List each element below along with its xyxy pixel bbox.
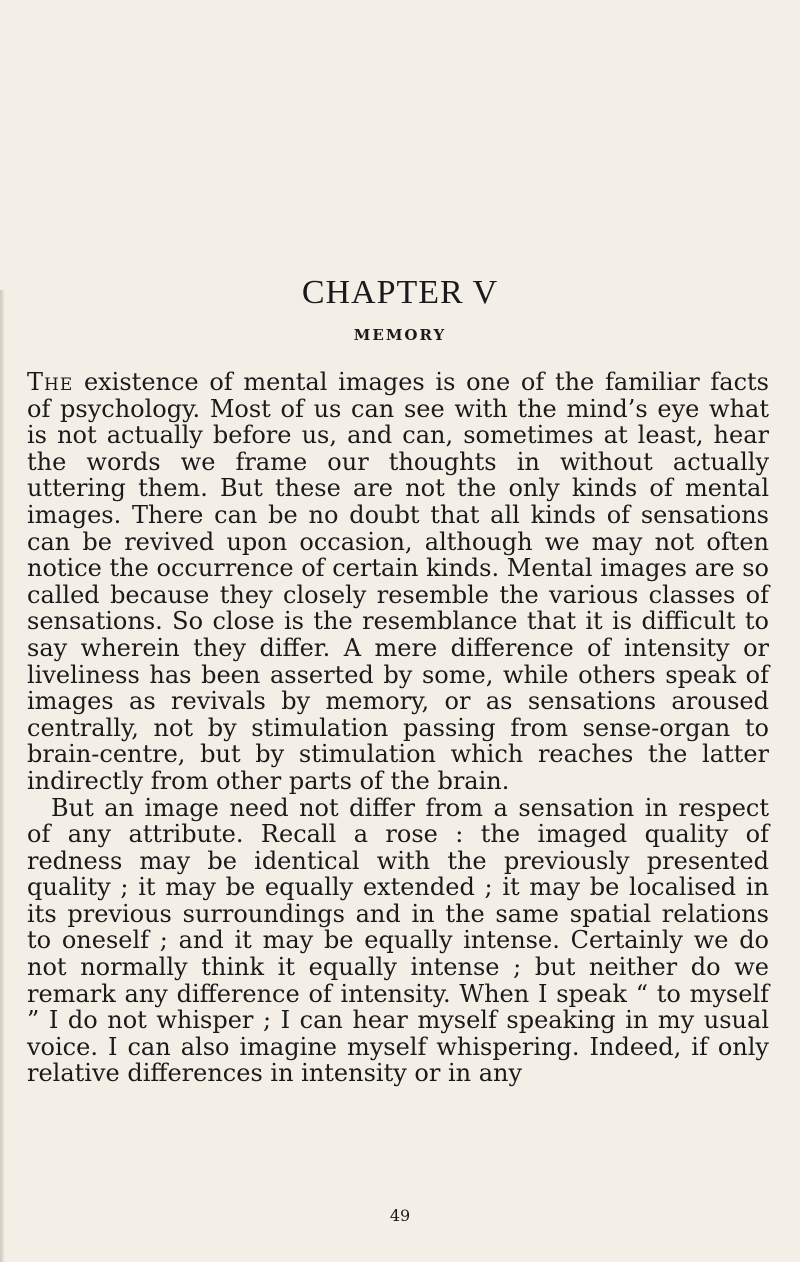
chapter-title: MEMORY	[353, 326, 447, 344]
body-text	[27, 369, 769, 1087]
paragraph-lead-word: The	[27, 368, 74, 396]
chapter-heading: CHAPTER V	[301, 274, 499, 311]
page-binding-edge	[0, 290, 4, 1262]
page-number: 49	[389, 1206, 411, 1225]
paragraph-2: But an image need not differ from a sensation in respect of any attribute. Recall a rose : the imaged quality of redness may be identical with the previously presented quality ; it may be equally extended ; it may be localised in its previous surroundings and in the same spatial relations to oneself ; and it may be equally intense. Certainly we do not normally think it equally intense ; but neither do we remark any difference of intensity. When I speak “ to myself ” I do not whisper ; I can hear myself speaking in my usual voice. I can also imagine myself whispering. Indeed, if only relative differences in intensity or in any	[27, 793, 769, 1088]
paragraph-1	[27, 369, 769, 795]
paragraph-1-text: existence of mental images is one of the familiar facts of psychology. Most of us can see with the mind’s eye what is not actually before us, and can, sometimes at least, hear the words we frame our thoughts in without actually uttering them. But these are not the only kinds of mental images. There can be no doubt that all kinds of sensations can be revived upon occasion, although we may not often notice the occurrence of certain kinds. Mental images are so called because they closely resemble the various classes of sensations. So close is the resemblance that it is difficult to say wherein they differ. A mere difference of intensity or liveliness has been asserted by some, while others speak of images as revivals by memory, or as sensations aroused centrally, not by stimulation passing from sense-organ to brain-centre, but by stimulation which reaches the latter indirectly from other parts of the brain.	[27, 368, 769, 795]
